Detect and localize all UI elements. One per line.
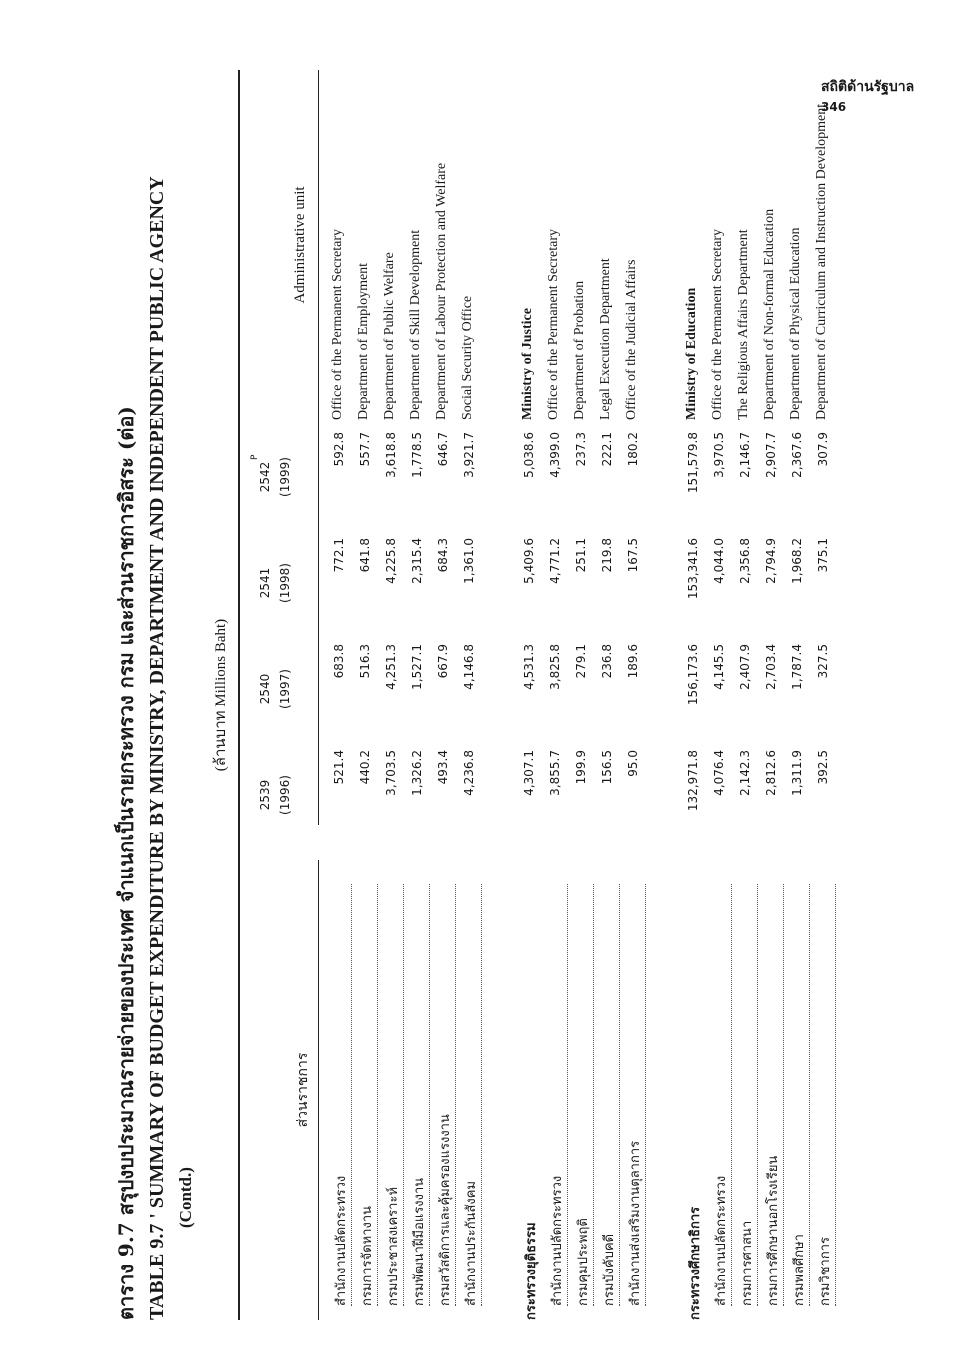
table-title-thai: ตาราง 9.7 สรุปงบประมาณรายจ่ายของประเทศ จำแนกเป็นรายกระทรวง กรม และส่วนราชการอิสระ (ต่อ)	[114, 406, 138, 1320]
row-label-thai	[408, 844, 430, 1320]
year-ce: (1999)	[278, 457, 292, 497]
cell-value: 237.3	[574, 432, 588, 467]
cell-value: 4,251.3	[384, 644, 398, 690]
preliminary-mark: P	[250, 454, 260, 460]
cell-value: 3,618.8	[384, 432, 398, 478]
row-label-text: สำนักงานส่งเสริมงานตุลาการ	[624, 884, 646, 1306]
cell-value: 375.1	[816, 538, 830, 573]
cell-value: 646.7	[436, 432, 450, 467]
row-label-english: Department of Physical Education	[788, 227, 803, 420]
rotated-table-page	[110, 70, 870, 1320]
year-header-4	[258, 432, 292, 522]
cell-value: 516.3	[358, 644, 372, 679]
row-label-thai	[598, 844, 620, 1320]
cell-value: 3,855.7	[548, 750, 562, 796]
cell-value: 772.1	[332, 538, 346, 573]
row-label-english: Office of the Permanent Secretary	[330, 229, 345, 420]
cell-value: 440.2	[358, 750, 372, 785]
cell-value: 4,225.8	[384, 538, 398, 584]
table-row	[330, 70, 354, 1320]
year-header-1	[258, 750, 292, 840]
cell-value: 3,921.7	[462, 432, 476, 478]
table-row	[684, 70, 708, 1320]
row-label-text: กรมคุมประพฤติ	[572, 884, 594, 1306]
row-label-thai	[572, 844, 594, 1320]
header-rule-left	[318, 860, 319, 1320]
cell-value: 327.5	[816, 644, 830, 679]
row-label-english: Social Security Office	[460, 295, 475, 420]
cell-value: 4,044.0	[712, 538, 726, 584]
cell-value: 684.3	[436, 538, 450, 573]
cell-value: 307.9	[816, 432, 830, 467]
cell-value: 279.1	[574, 644, 588, 679]
row-label-thai	[460, 844, 482, 1320]
year-be: 2540	[258, 673, 272, 705]
row-label-english: Ministry of Justice	[520, 308, 535, 420]
row-label-text: สำนักงานปลัดกระทรวง	[330, 884, 352, 1306]
cell-value: 1,527.1	[410, 644, 424, 690]
row-label-thai	[788, 844, 810, 1320]
cell-value: 251.1	[574, 538, 588, 573]
cell-value: 2,142.3	[738, 750, 752, 796]
row-label-text: กรมสวัสดิการและคุ้มครองแรงงาน	[434, 884, 456, 1306]
cell-value: 667.9	[436, 644, 450, 679]
row-label-english: Office of the Judicial Affairs	[624, 259, 639, 420]
top-rule	[238, 70, 240, 1320]
table-row	[788, 70, 812, 1320]
row-label-text: สำนักงานประกันสังคม	[460, 884, 482, 1306]
unit-label: (ล้านบาท Millions Baht)	[213, 618, 229, 772]
table-row	[460, 70, 484, 1320]
row-label-text: สำนักงานปลัดกระทรวง	[546, 884, 568, 1306]
row-label-text: กรมการศาสนา	[736, 884, 758, 1306]
row-label-english: Ministry of Education	[684, 287, 699, 420]
cell-value: 557.7	[358, 432, 372, 467]
cell-value: 4,531.3	[522, 644, 536, 690]
cell-value: 392.5	[816, 750, 830, 785]
cell-value: 132,971.8	[686, 750, 700, 812]
section-title: สถิติด้านรัฐบาล	[821, 79, 915, 95]
cell-value: 95.0	[626, 750, 640, 777]
table-row	[434, 70, 458, 1320]
row-label-thai: กระทรวงยุติธรรม	[524, 1222, 539, 1320]
cell-value: 1,968.2	[790, 538, 804, 584]
cell-value: 5,409.6	[522, 538, 536, 584]
row-label-text: สำนักงานปลัดกระทรวง	[710, 884, 732, 1306]
cell-value: 4,771.2	[548, 538, 562, 584]
cell-value: 1,778.5	[410, 432, 424, 478]
row-label-english: Office of the Permanent Secretary	[710, 229, 725, 420]
cell-value: 4,399.0	[548, 432, 562, 478]
cell-value: 5,038.6	[522, 432, 536, 478]
year-ce: (1996)	[278, 775, 292, 815]
table-row	[762, 70, 786, 1320]
table-row	[814, 70, 838, 1320]
cell-value: 156,173.6	[686, 644, 700, 706]
row-label-thai	[710, 844, 732, 1320]
column-header-english: Administrative unit	[292, 186, 308, 304]
cell-value: 4,146.8	[462, 644, 476, 690]
header-rule-right	[318, 70, 319, 825]
cell-value: 4,145.5	[712, 644, 726, 690]
row-label-thai	[382, 844, 404, 1320]
year-be: 2542	[258, 461, 272, 493]
row-label-thai	[624, 844, 646, 1320]
year-header-3	[258, 538, 292, 628]
table-row	[598, 70, 622, 1320]
cell-value: 683.8	[332, 644, 346, 679]
row-label-english: Department of Public Welfare	[382, 252, 397, 420]
cell-value: 641.8	[358, 538, 372, 573]
row-label-english: Department of Probation	[572, 280, 587, 420]
row-label-text: กรมพลศึกษา	[788, 884, 810, 1306]
table-continued-label: (Contd.)	[176, 1167, 195, 1228]
table-row	[520, 70, 544, 1320]
cell-value: 2,794.9	[764, 538, 778, 584]
row-label-english: The Religious Affairs Department	[736, 229, 751, 420]
cell-value: 189.6	[626, 644, 640, 679]
cell-value: 2,812.6	[764, 750, 778, 796]
cell-value: 4,236.8	[462, 750, 476, 796]
row-label-text: กรมบังคับคดี	[598, 884, 620, 1306]
cell-value: 4,076.4	[712, 750, 726, 796]
row-label-text: กรมประชาสงเคราะห์	[382, 884, 404, 1306]
cell-value: 219.8	[600, 538, 614, 573]
table-row	[736, 70, 760, 1320]
cell-value: 153,341.6	[686, 538, 700, 600]
row-label-english: Office of the Permanent Secretary	[546, 229, 561, 420]
row-label-english: Department of Employment	[356, 262, 371, 420]
cell-value: 1,326.2	[410, 750, 424, 796]
table-row	[572, 70, 596, 1320]
cell-value: 167.5	[626, 538, 640, 573]
row-label-thai	[356, 844, 378, 1320]
row-label-thai	[736, 844, 758, 1320]
row-label-thai	[434, 844, 456, 1320]
row-label-english: Department of Labour Protection and Welfare	[434, 162, 449, 420]
cell-value: 592.8	[332, 432, 346, 467]
cell-value: 4,307.1	[522, 750, 536, 796]
table-row	[382, 70, 406, 1320]
year-ce: (1997)	[278, 669, 292, 709]
table-row	[710, 70, 734, 1320]
cell-value: 2,907.7	[764, 432, 778, 478]
cell-value: 493.4	[436, 750, 450, 785]
cell-value: 2,703.4	[764, 644, 778, 690]
table-row	[408, 70, 432, 1320]
cell-value: 3,970.5	[712, 432, 726, 478]
row-label-thai: กระทรวงศึกษาธิการ	[688, 1206, 703, 1320]
row-label-text: กรมการจัดหางาน	[356, 884, 378, 1306]
year-ce: (1998)	[278, 563, 292, 603]
cell-value: 2,407.9	[738, 644, 752, 690]
row-label-thai	[546, 844, 568, 1320]
cell-value: 236.8	[600, 644, 614, 679]
year-be: 2539	[258, 779, 272, 811]
table-row	[356, 70, 380, 1320]
row-label-english: Department of Non-formal Education	[762, 208, 777, 420]
cell-value: 199.9	[574, 750, 588, 785]
cell-value: 1,311.9	[790, 750, 804, 796]
column-header-thai: ส่วนราชการ	[295, 1052, 311, 1128]
row-label-english: Legal Execution Department	[598, 258, 613, 420]
row-label-thai	[762, 844, 784, 1320]
cell-value: 3,703.5	[384, 750, 398, 796]
cell-value: 521.4	[332, 750, 346, 785]
row-label-text: กรมวิชาการ	[814, 884, 836, 1306]
cell-value: 3,825.8	[548, 644, 562, 690]
row-label-english: Department of Curriculum and Instruction Development	[814, 103, 829, 420]
cell-value: 1,787.4	[790, 644, 804, 690]
row-label-text: กรมการศึกษานอกโรงเรียน	[762, 884, 784, 1306]
cell-value: 2,367.6	[790, 432, 804, 478]
cell-value: 151,579.8	[686, 432, 700, 494]
cell-value: 180.2	[626, 432, 640, 467]
table-row	[624, 70, 648, 1320]
row-label-english: Department of Skill Development	[408, 229, 423, 420]
cell-value: 2,356.8	[738, 538, 752, 584]
year-be: 2541	[258, 567, 272, 599]
cell-value: 156.5	[600, 750, 614, 785]
year-header-2	[258, 644, 292, 734]
page-number: 346	[821, 100, 847, 114]
row-label-thai	[814, 844, 836, 1320]
cell-value: 2,146.7	[738, 432, 752, 478]
cell-value: 2,315.4	[410, 538, 424, 584]
row-label-thai	[330, 844, 352, 1320]
table-title-english: TABLE 9.7 ' SUMMARY OF BUDGET EXPENDITURE BY MINISTRY, DEPARTMENT AND INDEPENDENT PUBLIC AGENCY	[146, 176, 168, 1320]
cell-value: 1,361.0	[462, 538, 476, 584]
table-row	[546, 70, 570, 1320]
cell-value: 222.1	[600, 432, 614, 467]
row-label-text: กรมพัฒนาฝีมือแรงงาน	[408, 884, 430, 1306]
